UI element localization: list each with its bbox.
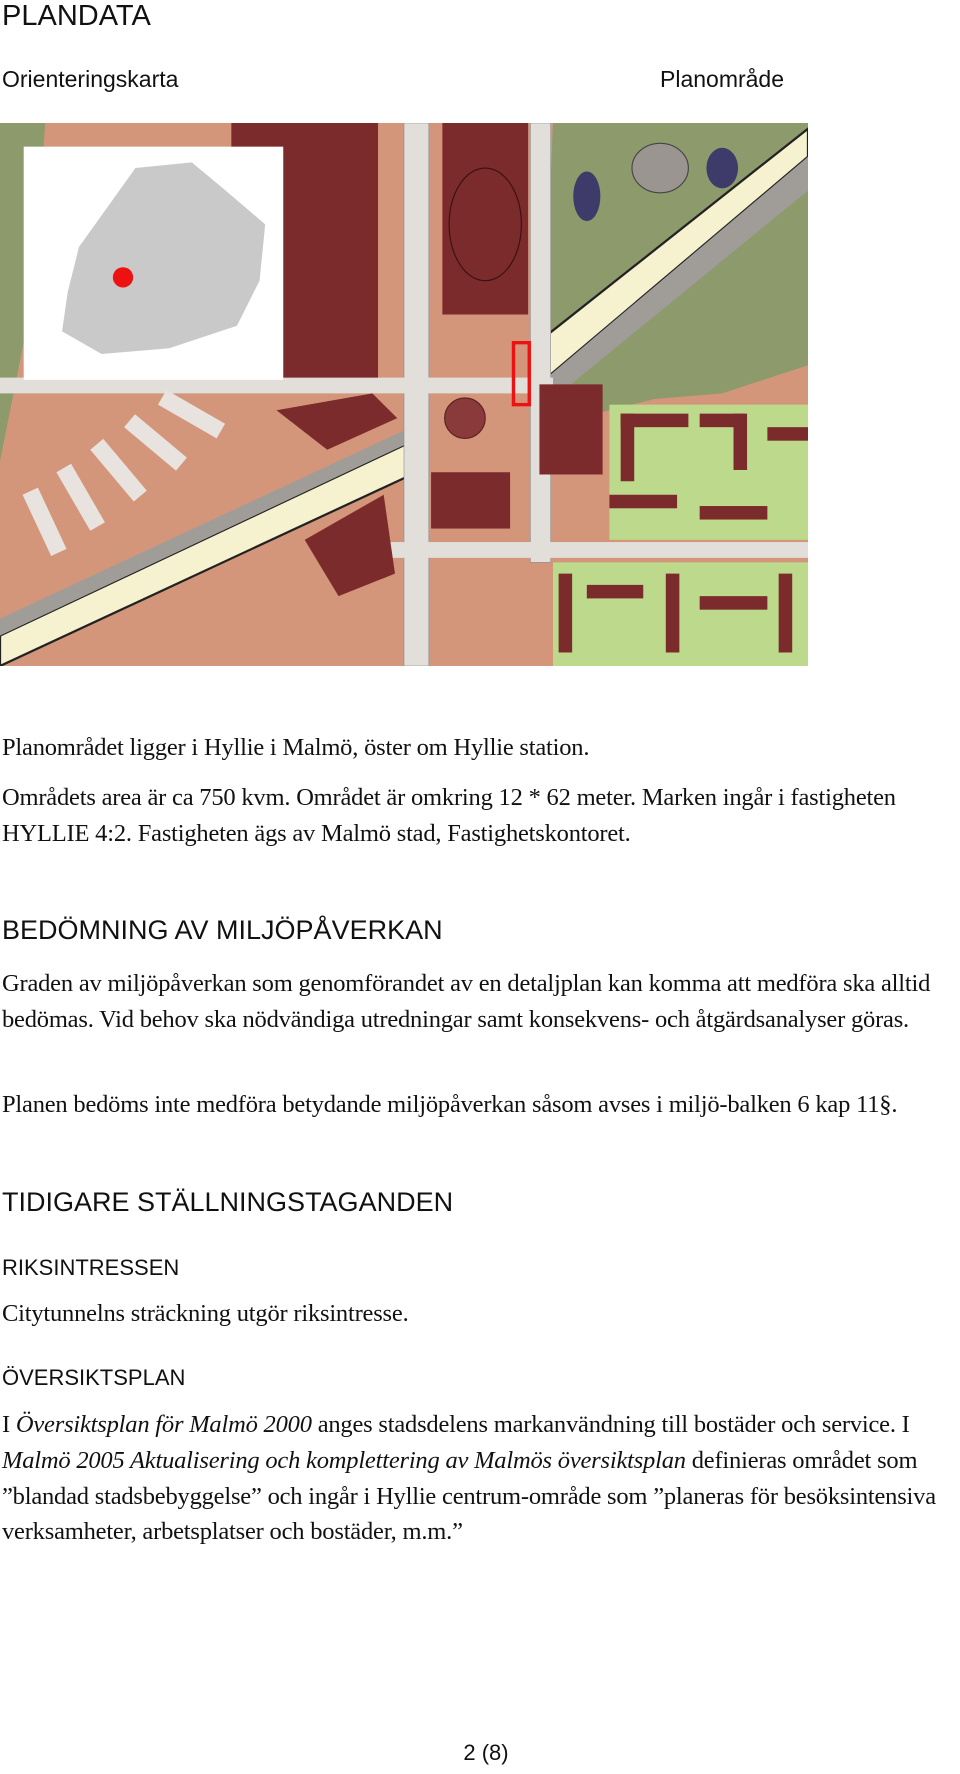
location-paragraph: Planområdet ligger i Hyllie i Malmö, öster om Hyllie station. (2, 734, 590, 761)
plan-title-2000: Översiktsplan för Malmö 2000 (15, 1411, 312, 1438)
map-road (404, 123, 429, 666)
comprehensive-plan-paragraph (2, 1407, 960, 1550)
map-road (384, 542, 808, 558)
national-interest-text: Citytunnelns sträckning utgör riksintresse. (2, 1300, 409, 1327)
env-impact-paragraph-1: Graden av miljöpåverkan som genomförandet av en detaljplan kan komma att medföra ska alltid bedömas. Vid behov ska nödvändiga utredningar samt konsekvens- och åtgärdsanalyser göras. (2, 970, 931, 1033)
map-road (0, 378, 553, 394)
map-park-block (553, 562, 808, 666)
map-roundabout (632, 143, 688, 193)
env-impact-heading: BEDÖMNING AV MILJÖPÅVERKAN (2, 915, 443, 945)
map-pond (706, 148, 738, 189)
map-road (530, 123, 550, 562)
map-building (431, 472, 510, 528)
map-plaza (445, 398, 486, 439)
page-title: PLANDATA (2, 0, 151, 32)
previous-positions-heading: TIDIGARE STÄLLNINGSTAGANDEN (2, 1187, 454, 1217)
area-paragraph: Områdets area är ca 750 kvm. Området är omkring 12 * 62 meter. Marken ingår i fastigheten HYLLIE 4:2. Fastigheten ägs av Malmö stad, Fastighetskontoret. (2, 784, 896, 847)
plan-area-label: Planområde (660, 66, 785, 92)
orientation-map-location-dot (113, 267, 133, 287)
text: definieras området som ”blandad stadsbebyggelse” och ingår i Hyllie centrum-område som ”planeras för besöksintensiva verksamheter, arbetsplatser och bostäder, m.m.” (2, 1446, 936, 1546)
plan-title-2005: Malmö 2005 Aktualisering och komplettering av Malmös översiktsplan (2, 1446, 686, 1474)
national-interest-heading: RIKSINTRESSEN (2, 1255, 180, 1280)
env-impact-paragraph-2: Planen bedöms inte medföra betydande miljöpåverkan såsom avses i miljö-balken 6 kap 11§. (2, 1091, 898, 1118)
page-number: 2 (8) (463, 1740, 509, 1765)
map-pond (573, 171, 600, 221)
text: I (2, 1411, 16, 1438)
text: anges stadsdelens markanvändning till bostäder och service. I (311, 1411, 910, 1438)
comprehensive-plan-heading: ÖVERSIKTSPLAN (2, 1365, 186, 1390)
orientation-map-label: Orienteringskarta (2, 66, 179, 92)
map-building (539, 384, 602, 474)
plan-area-map (0, 123, 808, 666)
map-building (442, 123, 528, 315)
